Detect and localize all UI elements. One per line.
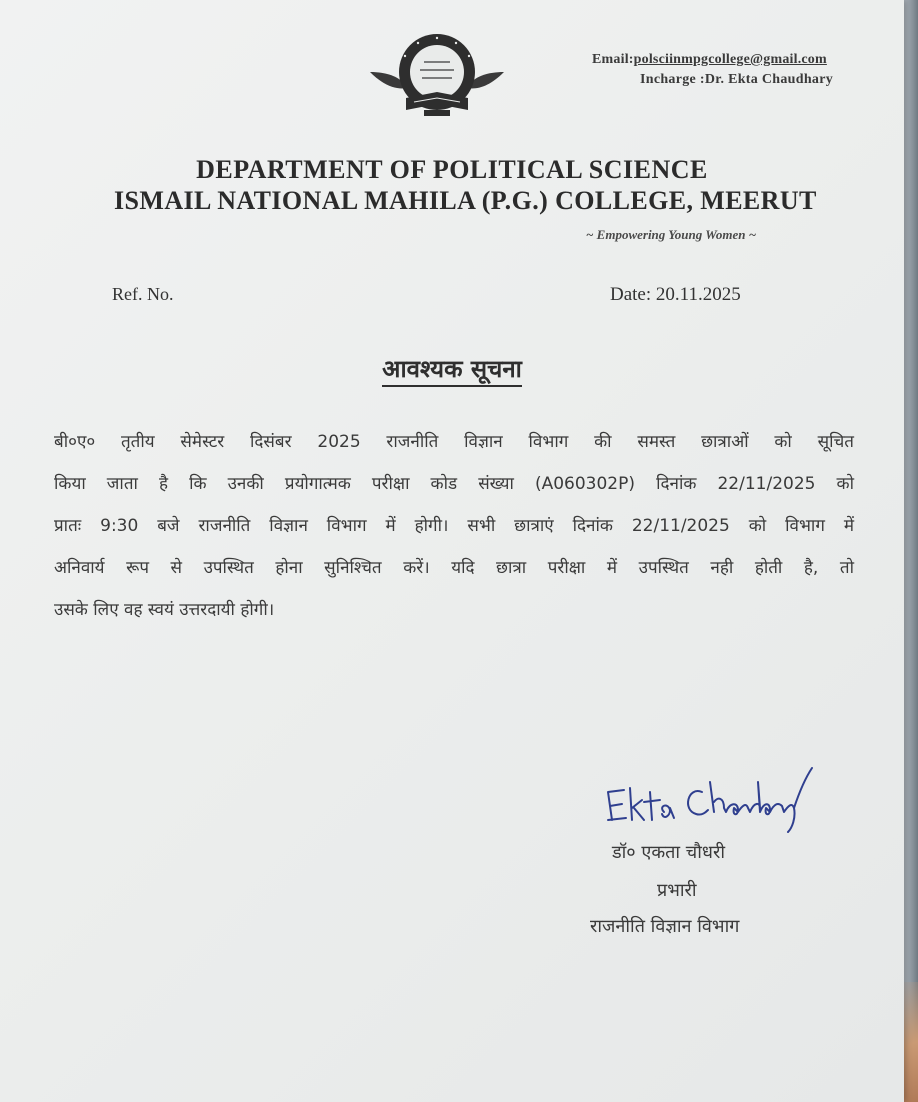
contact-email [592,52,827,68]
college-logo-emblem [366,32,508,120]
notice-heading-text: आवश्यक सूचना [382,355,522,387]
department-title: DEPARTMENT OF POLITICAL SCIENCE [196,155,708,184]
notice-heading [0,352,904,385]
college-title: ISMAIL NATIONAL MAHILA (P.G.) COLLEGE, MEERUT [114,186,817,215]
notice-body [54,424,854,634]
email-link[interactable]: polsciinmpgcollege@gmail.com [633,52,827,67]
handwritten-signature [598,762,818,834]
notice-line: अनिवार्य रूप से उपस्थित होना सुनिश्चित करें। यदि छात्रा परीक्षा में उपस्थित नही होती है, तो [54,558,854,578]
signatory-role: प्रभारी [657,880,697,901]
notice-date: Date: 20.11.2025 [610,284,741,305]
email-prefix: Email: [592,52,634,67]
incharge-line: Incharge :Dr. Ekta Chaudhary [640,72,834,87]
reference-number: Ref. No. [112,284,174,304]
signatory-department: राजनीति विज्ञान विभाग [590,916,740,937]
notice-line: बी०ए० तृतीय सेमेस्टर दिसंबर 2025 राजनीति विज्ञान विभाग की समस्त छात्राओं को सूचित [54,432,854,452]
notice-line: उसके लिए वह स्वयं उत्तरदायी होगी। [54,600,275,620]
college-motto: ~ Empowering Young Women ~ [586,227,757,242]
notice-line: किया जाता है कि उनकी प्रयोगात्मक परीक्षा कोड संख्या (A060302P) दिनांक 22/11/2025 को [54,474,854,494]
signatory-name: डॉ० एकता चौधरी [612,842,725,863]
notice-line: प्रातः 9:30 बजे राजनीति विज्ञान विभाग में होगी। सभी छात्राएं दिनांक 22/11/2025 को विभाग में [54,516,854,536]
